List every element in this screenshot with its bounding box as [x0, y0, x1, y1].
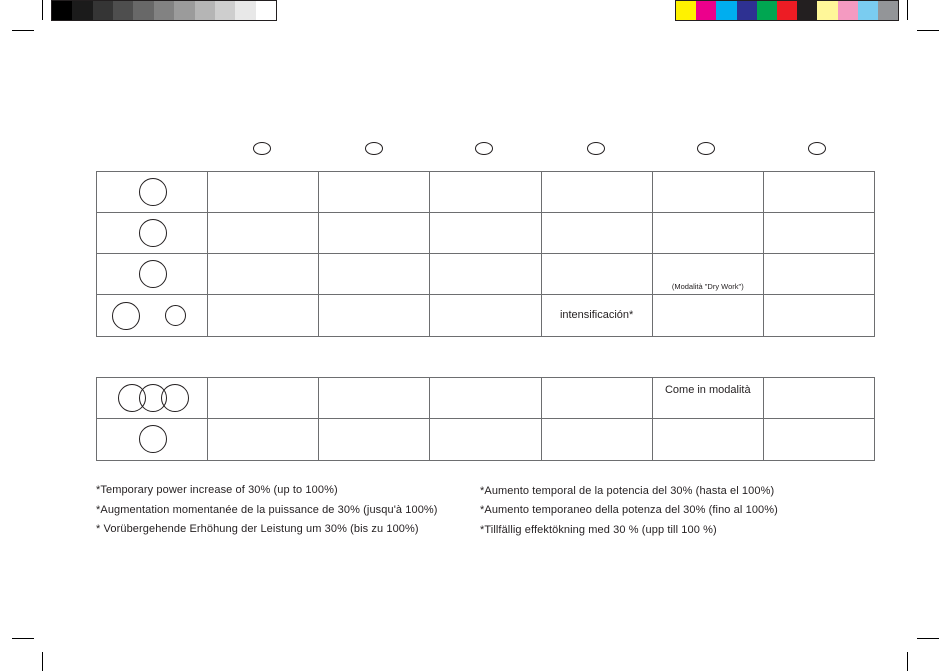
table-cell — [319, 213, 430, 254]
small-mode-circle-icon — [165, 305, 186, 326]
table-cell — [763, 254, 874, 295]
dry-work-note: (Modalità "Dry Work") — [671, 282, 744, 291]
crop-mark — [907, 652, 908, 671]
table-cell — [652, 378, 763, 419]
color-swatch — [696, 1, 716, 20]
table-cell — [541, 213, 652, 254]
color-swatch — [154, 1, 174, 20]
column-circle-icon — [253, 142, 271, 155]
column-circle-icon — [697, 142, 715, 155]
table-cell — [763, 419, 874, 461]
table-cell — [319, 254, 430, 295]
crop-mark — [12, 638, 34, 639]
row-icon-cell — [97, 295, 208, 337]
column-circle-icon — [808, 142, 826, 155]
crop-mark — [12, 30, 34, 31]
table-cell — [208, 295, 319, 337]
mode-table-2 — [96, 377, 875, 461]
color-swatch — [858, 1, 878, 20]
color-swatch — [72, 1, 92, 20]
color-swatch — [215, 1, 235, 20]
crop-mark — [907, 0, 908, 20]
table-cell — [763, 213, 874, 254]
table-cell — [652, 213, 763, 254]
table-cell — [763, 378, 874, 419]
table-cell — [541, 295, 652, 337]
table-row — [97, 254, 875, 295]
color-swatch — [256, 1, 276, 20]
table-cell — [208, 254, 319, 295]
color-swatch — [174, 1, 194, 20]
color-swatch — [716, 1, 736, 20]
column-circle-icon — [365, 142, 383, 155]
color-swatch — [838, 1, 858, 20]
table-cell — [319, 378, 430, 419]
table-cell — [430, 419, 541, 461]
table-cell — [430, 172, 541, 213]
come-in-modalita-label: Come in modalità — [664, 384, 751, 396]
crop-mark — [42, 652, 43, 671]
table-cell — [652, 419, 763, 461]
table-cell — [652, 254, 763, 295]
table-cell — [652, 295, 763, 337]
mode-circle-icon — [139, 219, 167, 247]
table-cell — [319, 419, 430, 461]
color-swatch — [113, 1, 133, 20]
footnote-de: * Vorübergehende Erhöhung der Leistung um 30% (bis zu 100%) — [96, 523, 419, 535]
color-swatch — [195, 1, 215, 20]
mode-circle-icon — [139, 260, 167, 288]
table-cell — [319, 172, 430, 213]
footnote-en: *Temporary power increase of 30% (up to 100%) — [96, 484, 338, 496]
table-cell — [430, 378, 541, 419]
intensification-label: intensificación* — [559, 309, 634, 321]
color-swatch — [676, 1, 696, 20]
mode-table-1 — [96, 171, 875, 337]
color-swatch — [757, 1, 777, 20]
crop-mark — [917, 30, 939, 31]
color-swatch — [797, 1, 817, 20]
row-icon-cell — [97, 419, 208, 461]
footnote-fr: *Augmentation momentanée de la puissance de 30% (jusqu'à 100%) — [96, 504, 438, 516]
color-swatch — [52, 1, 72, 20]
row-icon-cell — [97, 254, 208, 295]
table-row — [97, 213, 875, 254]
color-swatch — [235, 1, 255, 20]
table-cell — [652, 172, 763, 213]
crop-mark — [917, 638, 939, 639]
table-cell — [763, 172, 874, 213]
color-swatch — [133, 1, 153, 20]
table-cell — [208, 172, 319, 213]
table-cell — [541, 378, 652, 419]
table-cell — [430, 213, 541, 254]
color-swatch — [777, 1, 797, 20]
row-icon-cell — [97, 378, 208, 419]
color-swatch — [737, 1, 757, 20]
column-circle-icon — [475, 142, 493, 155]
footnote-es: *Aumento temporal de la potencia del 30% (hasta el 100%) — [480, 485, 775, 497]
table-cell — [208, 213, 319, 254]
table-cell — [541, 254, 652, 295]
color-swatch — [878, 1, 898, 20]
column-circle-icon — [587, 142, 605, 155]
table-cell — [208, 378, 319, 419]
color-swatch — [817, 1, 837, 20]
table-cell — [319, 295, 430, 337]
mode-circle-icon — [139, 178, 167, 206]
table-cell — [541, 172, 652, 213]
footnote-it: *Aumento temporaneo della potenza del 30% (fino al 100%) — [480, 504, 778, 516]
mode-circle-icon — [112, 302, 140, 330]
table-cell — [763, 295, 874, 337]
color-swatch — [93, 1, 113, 20]
table-cell — [208, 419, 319, 461]
grayscale-bar — [51, 0, 277, 21]
table-cell — [430, 295, 541, 337]
table-row — [97, 172, 875, 213]
table-row — [97, 419, 875, 461]
mode-circle-icon — [161, 384, 189, 412]
footnote-sv: *Tillfällig effektökning med 30 % (upp till 100 %) — [480, 524, 717, 536]
color-bar — [675, 0, 899, 21]
row-icon-cell — [97, 213, 208, 254]
mode-circle-icon — [139, 425, 167, 453]
table-cell — [430, 254, 541, 295]
table-cell — [541, 419, 652, 461]
table-row — [97, 295, 875, 337]
row-icon-cell — [97, 172, 208, 213]
table-row — [97, 378, 875, 419]
crop-mark — [42, 0, 43, 20]
